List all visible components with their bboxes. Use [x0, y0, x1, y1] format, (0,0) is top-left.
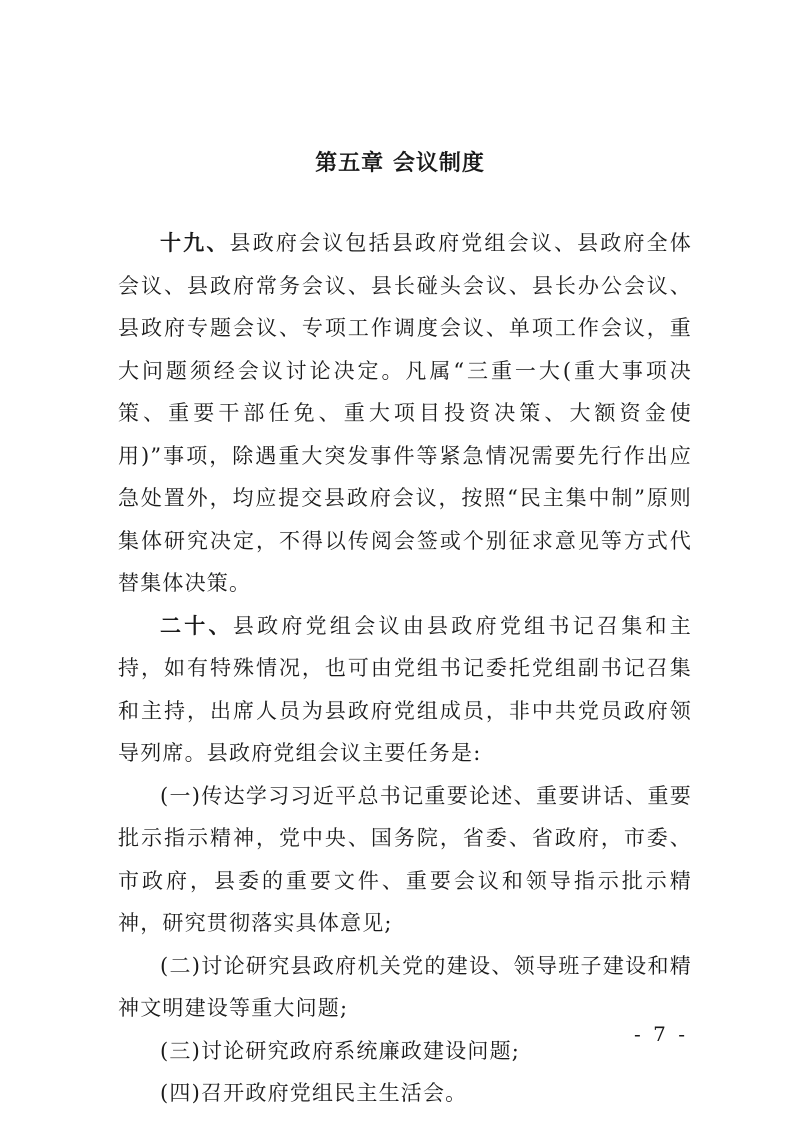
article-number: 二十、 [160, 613, 233, 638]
paragraph-article-20 [118, 605, 692, 775]
article-number: 十九、 [160, 231, 230, 255]
document-body [118, 222, 692, 1115]
list-item: (四)召开政府党组民主生活会。 [160, 1081, 468, 1105]
page-number: - 7 - [634, 1022, 688, 1046]
list-item: (二)讨论研究县政府机关党的建设、领导班子建设和精神文明建设等重大问题; [118, 953, 692, 1020]
list-item: (三)讨论研究政府系统廉政建设问题; [160, 1038, 521, 1063]
paragraph-text: 县政府会议包括县政府党组会议、县政府全体会议、县政府常务会议、县长碰头会议、县长办公会议、县政府专题会议、专项工作调度会议、单项工作会议，重大问题须经会议讨论决定。凡属“三重一大(重大事项决策、重要干部任免、重大项目投资决策、大额资金使用)”事项，除遇重大突发事件等紧急情况需要先行作出应急处置外，均应提交县政府会议，按照“民主集中制”原则集体研究决定，不得以传阅会签或个别征求意见等方式代替集体决策。 [118, 231, 693, 595]
paragraph-text: 县政府党组会议由县政府党组书记召集和主持，如有特殊情况，也可由党组书记委托党组副书记召集和主持，出席人员为县政府党组成员，非中共党员政府领导列席。县政府党组会议主要任务是: [118, 613, 692, 765]
paragraph-article-19 [118, 222, 692, 605]
list-item: (一)传达学习习近平总书记重要论述、重要讲话、重要批示指示精神，党中央、国务院，省委、省政府，市委、市政府，县委的重要文件、重要会议和领导指示批示精神，研究贯彻落实具体意见; [118, 783, 692, 935]
chapter-title: 第五章 会议制度 [315, 151, 485, 176]
